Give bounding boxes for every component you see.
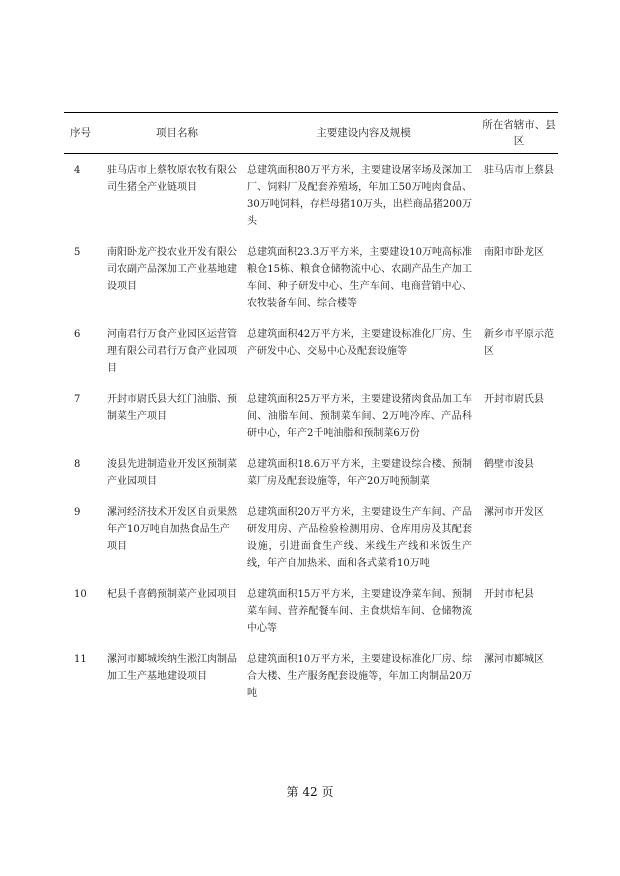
cell-region: 漯河市开发区 — [484, 507, 544, 518]
cell-name: 漯河市郾城埃纳生淞江肉制品加工生产基地建设项目 — [107, 654, 237, 682]
cell-no: 6 — [74, 329, 81, 340]
cell-no: 10 — [74, 589, 87, 600]
header-no: 序号 — [64, 113, 107, 154]
table-body — [64, 154, 558, 709]
header-name: 项目名称 — [107, 113, 247, 154]
cell-scale: 总建筑面积23.3万平方米，主要建设10万吨高标准粮仓15栋、粮食仓储物流中心、农副产品生产加工车间、种子研发中心、生产车间、电商营销中心、农牧装备车间、综合楼等 — [247, 247, 472, 309]
cell-name: 浚县先进制造业开发区预制菜产业园项目 — [107, 459, 237, 487]
cell-scale: 总建筑面积15万平方米，主要建设净菜车间、预制菜车间、营养配餐车间、主食烘焙车间、仓储物流中心等 — [247, 589, 472, 634]
cell-no: 7 — [74, 394, 81, 405]
cell-scale: 总建筑面积25万平方米，主要建设猪肉食品加工车间、油脂车间、预制菜车间、2万吨冷库、产品科研中心，年产2千吨油脂和预制菜6万份 — [247, 394, 472, 439]
cell-no: 4 — [74, 165, 81, 176]
cell-name: 驻马店市上蔡牧原农牧有限公司生猪全产业链项目 — [107, 165, 237, 193]
cell-no: 5 — [74, 247, 81, 258]
header-region: 所在省辖市、县区 — [480, 113, 558, 154]
cell-region: 南阳市卧龙区 — [484, 247, 544, 258]
cell-name: 开封市尉氏县大红门油脂、预制菜生产项目 — [107, 394, 237, 422]
header-scale: 主要建设内容及规模 — [247, 113, 480, 154]
cell-name: 南阳卧龙产投农业开发有限公司农副产品深加工产业基地建设项目 — [107, 247, 237, 292]
cell-region: 开封市杞县 — [484, 589, 534, 600]
table-header-row — [64, 113, 558, 154]
table-row — [64, 383, 558, 448]
table-row — [64, 318, 558, 383]
table-row — [64, 643, 558, 708]
table-row — [64, 496, 558, 578]
cell-scale: 总建筑面积42万平方米，主要建设标准化厂房、生产研发中心、交易中心及配套设施等 — [247, 329, 472, 357]
table-row — [64, 154, 558, 237]
cell-region: 鹤壁市浚县 — [484, 459, 534, 470]
cell-scale: 总建筑面积10万平方米，主要建设标准化厂房、综合大楼、生产服务配套设施等，年加工肉制品20万吨 — [247, 654, 472, 699]
cell-region: 新乡市平原示范区 — [484, 329, 554, 357]
cell-scale: 总建筑面积18.6万平方米，主要建设综合楼、预制菜厂房及配套设施等，年产20万吨预制菜 — [247, 459, 472, 487]
cell-scale: 总建筑面积80万平方米，主要建设屠宰场及深加工厂、饲料厂及配套养殖场，年加工50万吨肉食品、30万吨饲料，存栏母猪10万头，出栏商品猪200万头 — [247, 165, 472, 227]
cell-scale: 总建筑面积20万平方米，主要建设生产车间、产品研发用房、产品检验检测用房、仓库用房及其配套设施，引进面食生产线、米线生产线和米饭生产线，年产自加热米、面和各式菜肴10万吨 — [247, 507, 472, 569]
cell-no: 8 — [74, 459, 81, 470]
cell-region: 漯河市郾城区 — [484, 654, 544, 665]
table-row — [64, 236, 558, 318]
cell-no: 9 — [74, 507, 81, 518]
page-number: 第 42 页 — [286, 785, 334, 799]
table-row — [64, 448, 558, 496]
cell-name: 河南君行万食产业园区运营管理有限公司君行万食产业园项目 — [107, 329, 237, 374]
table-row — [64, 578, 558, 643]
cell-region: 驻马店市上蔡县 — [484, 165, 554, 176]
cell-no: 11 — [74, 654, 87, 665]
cell-name: 杞县千喜鹤预制菜产业园项目 — [107, 589, 237, 600]
cell-region: 开封市尉氏县 — [484, 394, 544, 405]
project-table — [64, 112, 558, 708]
cell-name: 漯河经济技术开发区自贡果然年产10万吨自加热食品生产项目 — [107, 507, 237, 552]
